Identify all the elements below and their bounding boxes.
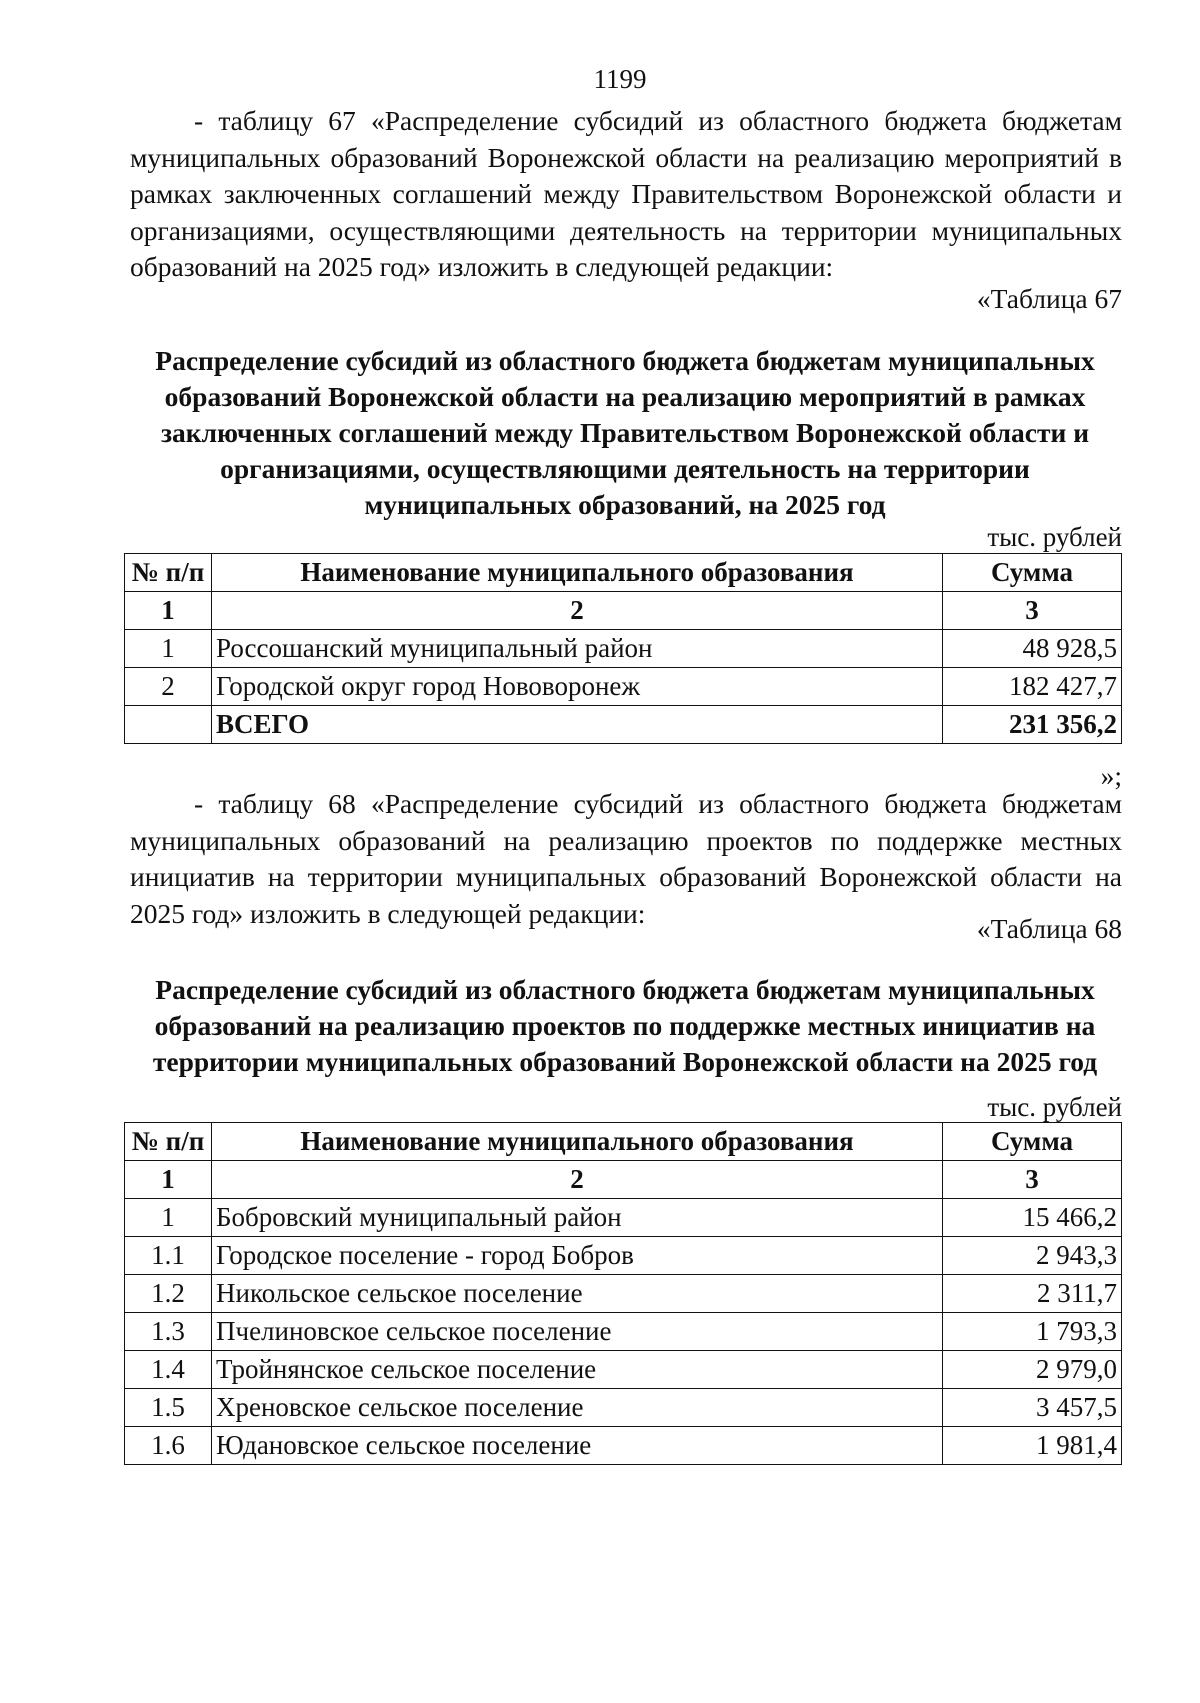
row-sum: 3 457,5	[943, 1389, 1122, 1427]
row-number: 1.2	[125, 1275, 212, 1313]
index-cell: 2	[212, 592, 943, 630]
total-label: ВСЕГО	[212, 706, 943, 744]
row-sum: 2 943,3	[943, 1237, 1122, 1275]
row-sum: 1 981,4	[943, 1427, 1122, 1465]
row-name: Городское поселение - город Бобров	[212, 1237, 943, 1275]
row-number: 1.3	[125, 1313, 212, 1351]
row-name: Юдановское сельское поселение	[212, 1427, 943, 1465]
page-number: 1199	[593, 64, 647, 94]
header-sum: Сумма	[943, 1123, 1122, 1161]
index-cell: 2	[212, 1161, 943, 1199]
table-row	[125, 1313, 1122, 1351]
header-name: Наименование муниципального образования	[212, 554, 943, 592]
table-index-row	[125, 592, 1122, 630]
header-number: № п/п	[125, 1123, 212, 1161]
index-cell: 1	[125, 592, 212, 630]
table-67	[124, 553, 1122, 744]
row-name: Хреновское сельское поселение	[212, 1389, 943, 1427]
header-sum: Сумма	[943, 554, 1122, 592]
row-sum: 2 979,0	[943, 1351, 1122, 1389]
table-68-title: Распределение субсидий из областного бюджета бюджетам муниципальных образований на реализацию проектов по поддержке местных инициатив на территории муниципальных образований Воронежской области на 2025 год	[152, 974, 1098, 1077]
total-sum: 231 356,2	[943, 706, 1122, 744]
row-sum: 1 793,3	[943, 1313, 1122, 1351]
table-header-row	[125, 554, 1122, 592]
row-name: Пчелиновское сельское поселение	[212, 1313, 943, 1351]
row-number: 1.1	[125, 1237, 212, 1275]
row-name: Бобровский муниципальный район	[212, 1199, 943, 1237]
table-68-units: тыс. рублей	[987, 1092, 1122, 1122]
index-cell: 1	[125, 1161, 212, 1199]
row-name: Тройнянское сельское поселение	[212, 1351, 943, 1389]
table-row	[125, 1389, 1122, 1427]
table-row	[125, 1199, 1122, 1237]
row-sum: 15 466,2	[943, 1199, 1122, 1237]
header-name: Наименование муниципального образования	[212, 1123, 943, 1161]
header-number: № п/п	[125, 554, 212, 592]
table-67-label: «Таблица 67	[976, 283, 1122, 314]
index-cell: 3	[943, 592, 1122, 630]
row-sum: 182 427,7	[943, 668, 1122, 706]
row-name: Никольское сельское поселение	[212, 1275, 943, 1313]
row-number: 2	[125, 668, 212, 706]
index-cell: 3	[943, 1161, 1122, 1199]
row-number: 1.4	[125, 1351, 212, 1389]
row-sum: 2 311,7	[943, 1275, 1122, 1313]
table-row	[125, 1275, 1122, 1313]
table-total-row	[125, 706, 1122, 744]
table-row	[125, 1351, 1122, 1389]
row-sum: 48 928,5	[943, 630, 1122, 668]
table-68	[124, 1122, 1122, 1465]
table-67-title: Распределение субсидий из областного бюджета бюджетам муниципальных образований Воронежской области на реализацию мероприятий в рамках заключенных соглашений между Правительством Воронежской области и организациями, осуществляющими деятельность на территории муниципальных образований, на 2025 год	[155, 345, 1095, 520]
table-header-row	[125, 1123, 1122, 1161]
table-68-label: «Таблица 68	[976, 913, 1122, 944]
row-number: 1.6	[125, 1427, 212, 1465]
table-row	[125, 1427, 1122, 1465]
table-row	[125, 668, 1122, 706]
row-number: 1.5	[125, 1389, 212, 1427]
intro-paragraph-table-68: - таблицу 68 «Распределение субсидий из областного бюджета бюджетам муниципальных образований на реализацию проектов по поддержке местных инициатив на территории муниципальных образований Воронежской области на 2025 год» изложить в следующей редакции:	[130, 788, 1122, 929]
total-number	[125, 706, 212, 744]
row-number: 1	[125, 1199, 212, 1237]
table-67-closing-quote: »;	[1100, 760, 1122, 791]
row-name: Россошанский муниципальный район	[212, 630, 943, 668]
row-number: 1	[125, 630, 212, 668]
table-row	[125, 630, 1122, 668]
table-67-units: тыс. рублей	[987, 522, 1122, 552]
table-index-row	[125, 1161, 1122, 1199]
intro-paragraph-table-67: - таблицу 67 «Распределение субсидий из областного бюджета бюджетам муниципальных образований Воронежской области на реализацию мероприятий в рамках заключенных соглашений между Правительством Воронежской области и организациями, осуществляющими деятельность на территории муниципальных образований на 2025 год» изложить в следующей редакции:	[130, 105, 1122, 282]
row-name: Городской округ город Нововоронеж	[212, 668, 943, 706]
table-row	[125, 1237, 1122, 1275]
